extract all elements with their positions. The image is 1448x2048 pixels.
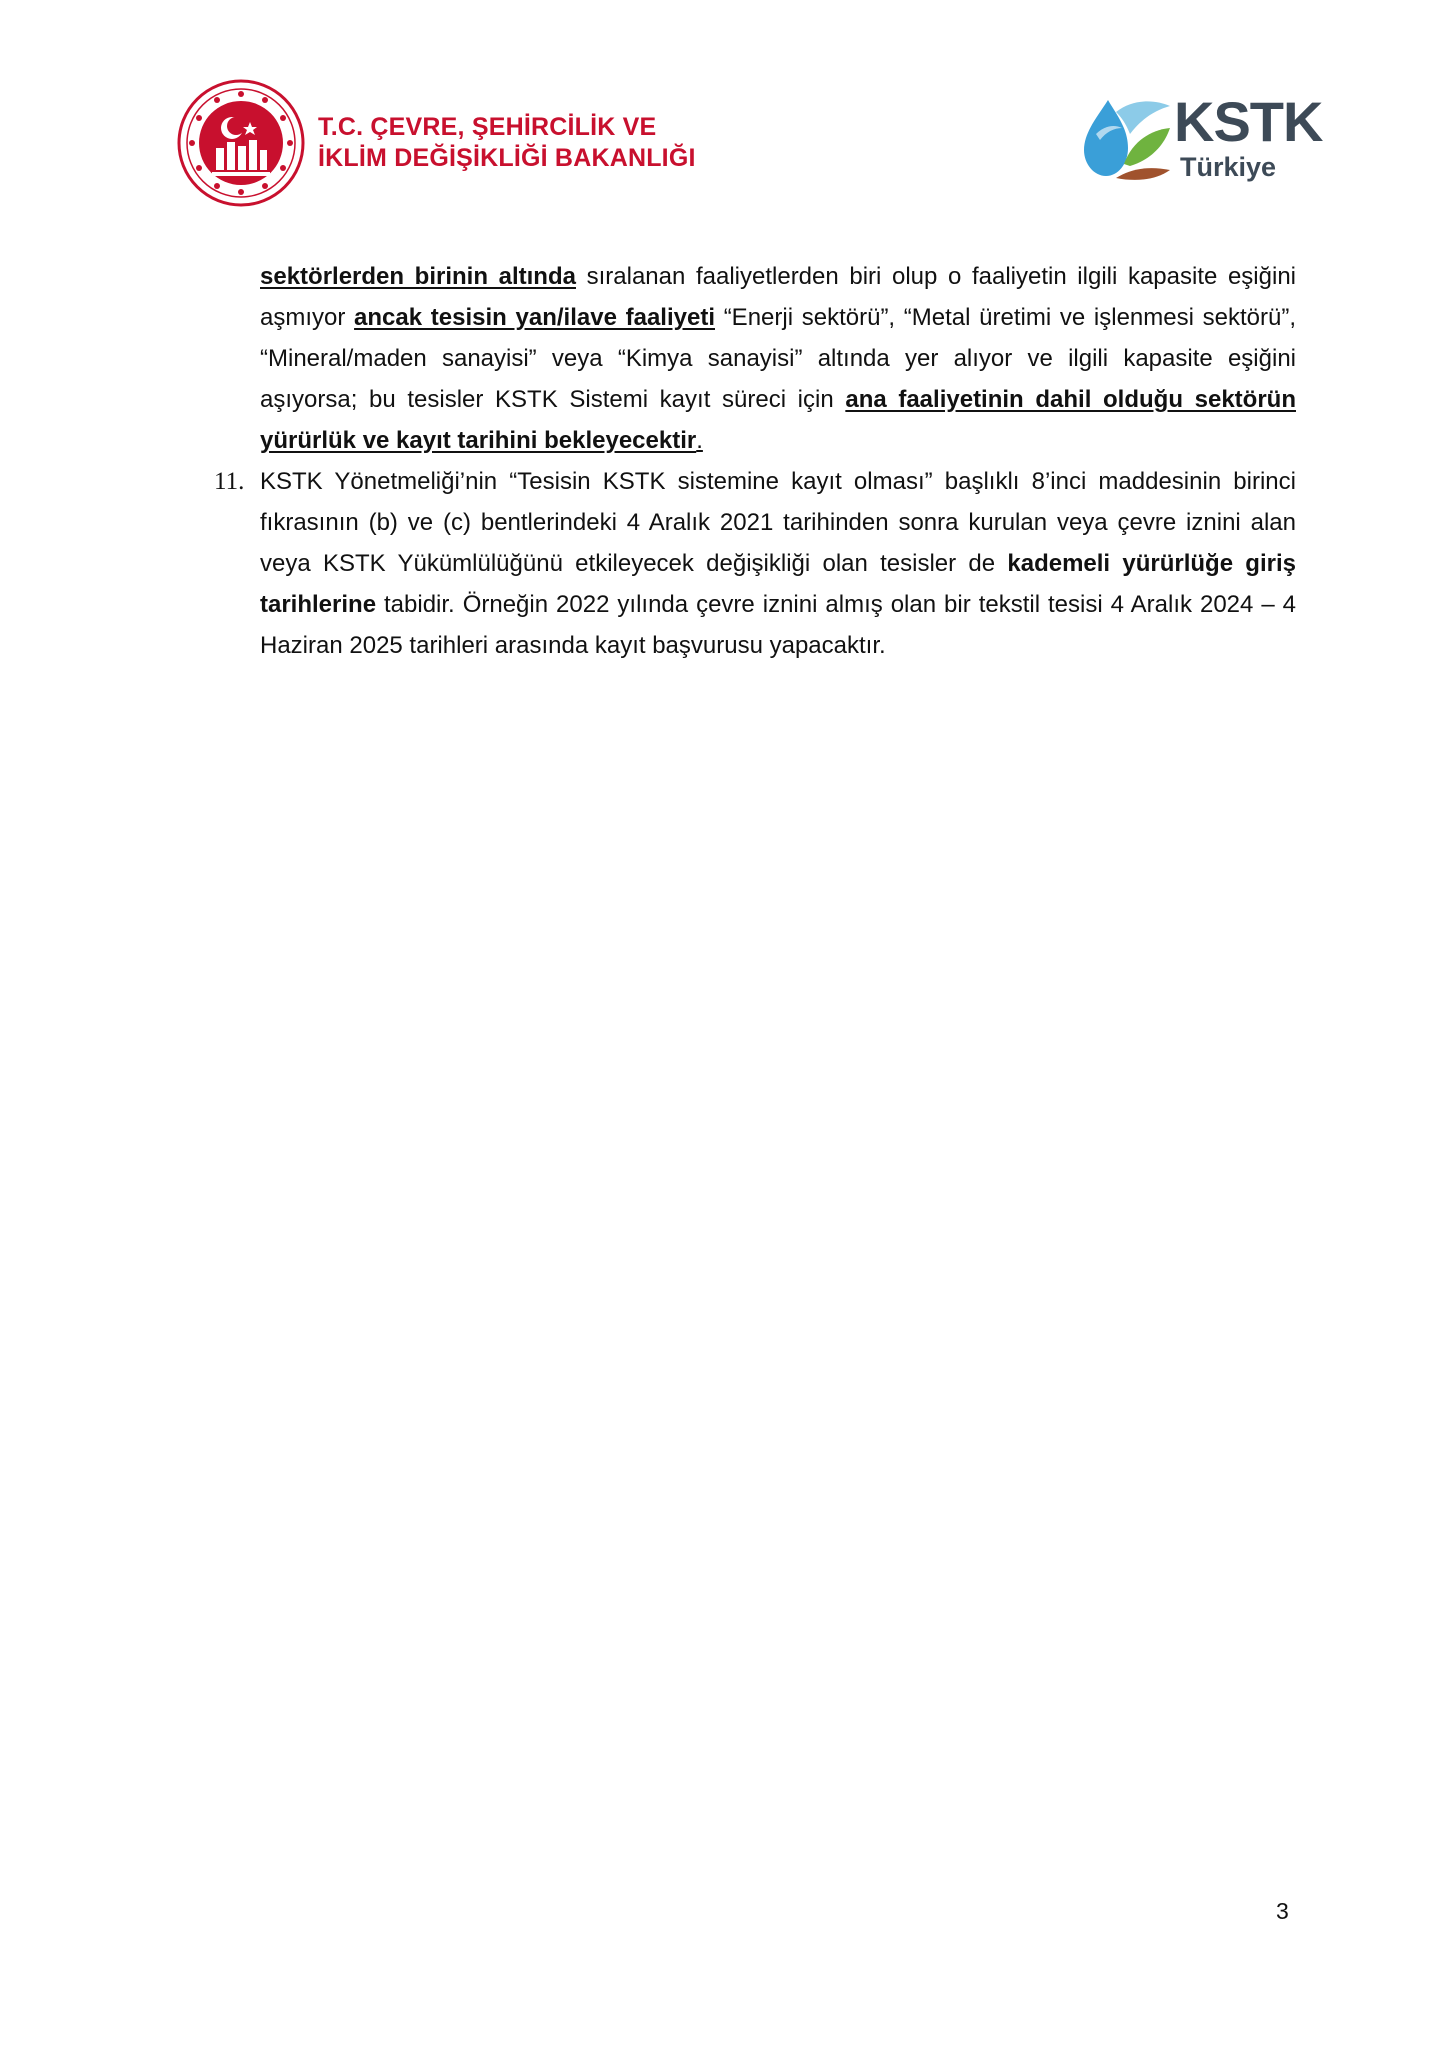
kstk-subtitle: Türkiye — [1180, 152, 1277, 182]
kstk-drop-leaf-icon — [1076, 94, 1172, 184]
list-item-11 — [214, 461, 1296, 666]
page-number: 3 — [1276, 1898, 1289, 1924]
ministry-name-line1: T.C. ÇEVRE, ŞEHİRCİLİK VE — [318, 113, 657, 141]
text-run: . — [696, 427, 703, 454]
emphasis-underlined: ana faaliyetinin dahil olduğu sektörün yürürlük ve kayıt tarihini bekleyecektir — [260, 386, 1296, 454]
emphasis-underlined: ancak tesisin yan/ilave faaliyeti — [354, 304, 715, 331]
text-run: “Enerji sektörü”, “Metal üretimi ve işlenmesi sektörü”, “Mineral/maden sanayisi” veya “Kimya sanayisi” altında yer alıyor ve ilgili kapasite eşiğini aşıyorsa; bu tesisler KSTK Sistemi kayıt süreci için — [260, 304, 1297, 413]
text-run: sıralanan faaliyetlerden biri olup o faaliyetin ilgili kapasite eşiğini aşmıyor — [260, 263, 1297, 331]
emphasis-bold: kademeli yürürlüğe giriş tarihlerine — [260, 550, 1296, 618]
page-header — [0, 0, 1448, 220]
continued-paragraph — [260, 256, 1296, 461]
kstk-logo — [1076, 90, 1323, 192]
emphasis-underlined: sektörlerden birinin altında — [260, 263, 576, 290]
document-body — [214, 256, 1297, 666]
ministry-emblem-icon — [176, 78, 306, 208]
ministry-name — [318, 112, 696, 174]
text-run: tabidir. Örneğin 2022 yılında çevre iznini almış olan bir tekstil tesisi 4 Aralık 2024 – 4 Haziran 2025 tarihleri arasında kayıt başvurusu yapacaktır. — [260, 591, 1296, 659]
ministry-name-line2: İKLİM DEĞİŞİKLİĞİ BAKANLIĞI — [318, 144, 696, 172]
kstk-title: KSTK — [1174, 90, 1323, 153]
text-run: KSTK Yönetmeliği’nin “Tesisin KSTK sistemine kayıt olması” başlıklı 8’inci maddesinin birinci fıkrasının (b) ve (c) bentlerindeki 4 Aralık 2021 tarihinden sonra kurulan veya çevre iznini alan veya KSTK Yükümlülüğünü etkileyecek değişikliği olan tesisler de — [260, 468, 1296, 577]
list-number: 11. — [214, 468, 245, 495]
